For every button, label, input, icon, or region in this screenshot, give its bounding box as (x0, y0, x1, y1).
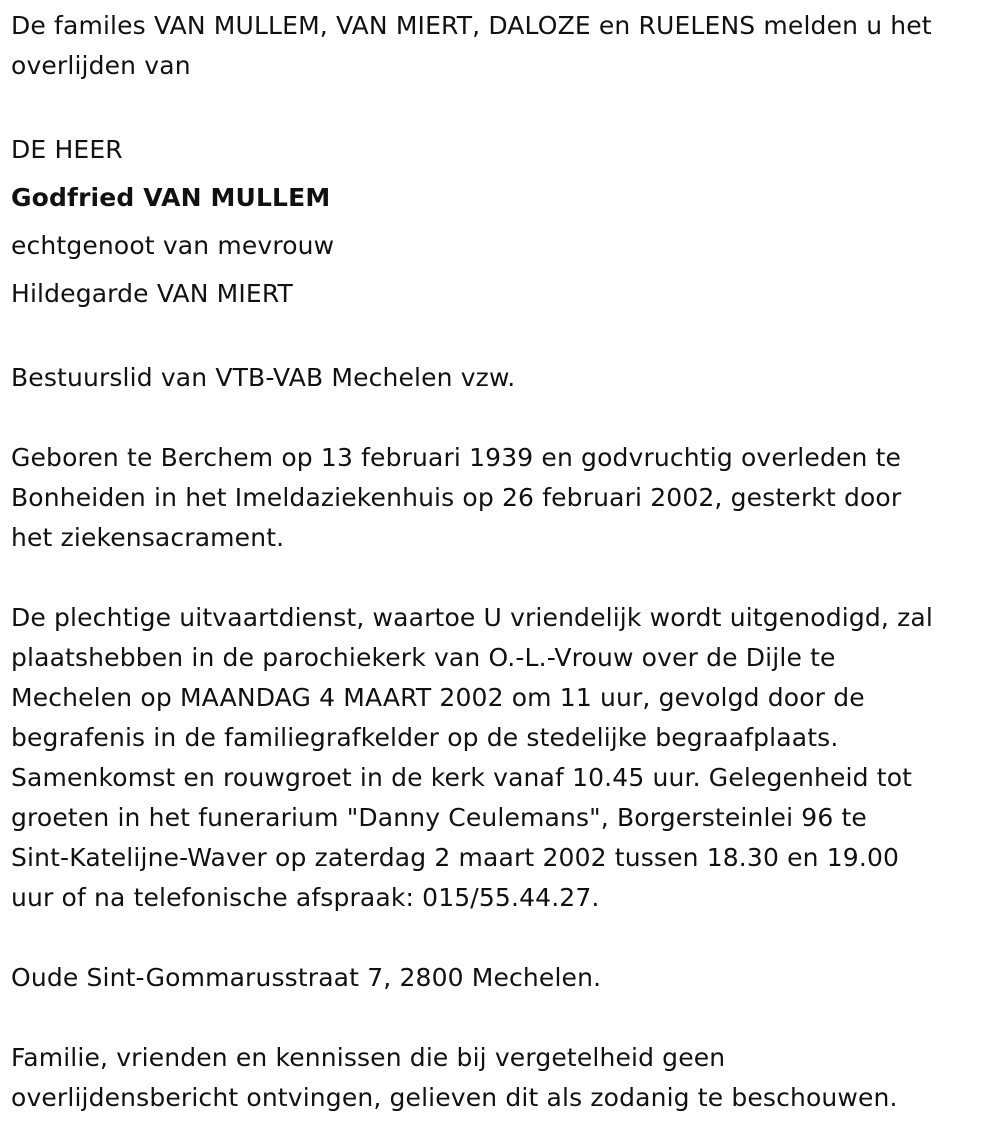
funeral-line: Mechelen op MAANDAG 4 MAART 2002 om 11 uur, gevolgd door de (11, 683, 865, 712)
closing-line: Familie, vrienden en kennissen die bij vergetelheid geen (11, 1043, 726, 1072)
birth-death-line: Geboren te Berchem op 13 februari 1939 en godvruchtig overleden te (11, 443, 902, 472)
funeral-paragraph (11, 598, 991, 918)
role-line: Bestuurslid van VTB-VAB Mechelen vzw. (11, 363, 516, 392)
honorific-title: DE HEER (11, 135, 123, 164)
spacer (11, 918, 991, 958)
birth-death-paragraph (11, 438, 991, 558)
address-line: Oude Sint-Gommarusstraat 7, 2800 Mechelen. (11, 963, 602, 992)
spacer (11, 558, 991, 598)
funeral-line: begrafenis in de familiegrafkelder op de stedelijke begraafplaats. (11, 723, 839, 752)
spouse-name: Hildegarde VAN MIERT (11, 279, 293, 308)
intro-line: overlijden van (11, 51, 191, 80)
obituary-notice (11, 6, 991, 1118)
funeral-line: Samenkomst en rouwgroet in de kerk vanaf 10.45 uur. Gelegenheid tot (11, 763, 913, 792)
funeral-line: plaatshebben in de parochiekerk van O.-L.-Vrouw over de Dijle te (11, 643, 836, 672)
deceased-name: Godfried VAN MULLEM (11, 183, 331, 212)
funeral-line: Sint-Katelijne-Waver op zaterdag 2 maart 2002 tussen 18.30 en 19.00 (11, 843, 900, 872)
spacer (11, 398, 991, 438)
closing-line: overlijdensbericht ontvingen, gelieven dit als zodanig te beschouwen. (11, 1083, 898, 1112)
spacer (11, 998, 991, 1038)
spouse-label: echtgenoot van mevrouw (11, 231, 335, 260)
funeral-line: uur of na telefonische afspraak: 015/55.44.27. (11, 883, 600, 912)
funeral-line: De plechtige uitvaartdienst, waartoe U vriendelijk wordt uitgenodigd, zal (11, 603, 933, 632)
birth-death-line: Bonheiden in het Imeldaziekenhuis op 26 februari 2002, gesterkt door (11, 483, 902, 512)
spacer (11, 86, 991, 126)
spacer (11, 318, 991, 358)
deceased-block (11, 126, 991, 318)
intro-line: De familes VAN MULLEM, VAN MIERT, DALOZE en RUELENS melden u het (11, 11, 932, 40)
birth-death-line: het ziekensacrament. (11, 523, 285, 552)
intro-paragraph (11, 6, 991, 86)
closing-paragraph (11, 1038, 991, 1118)
funeral-line: groeten in het funerarium "Danny Ceulemans", Borgersteinlei 96 te (11, 803, 867, 832)
